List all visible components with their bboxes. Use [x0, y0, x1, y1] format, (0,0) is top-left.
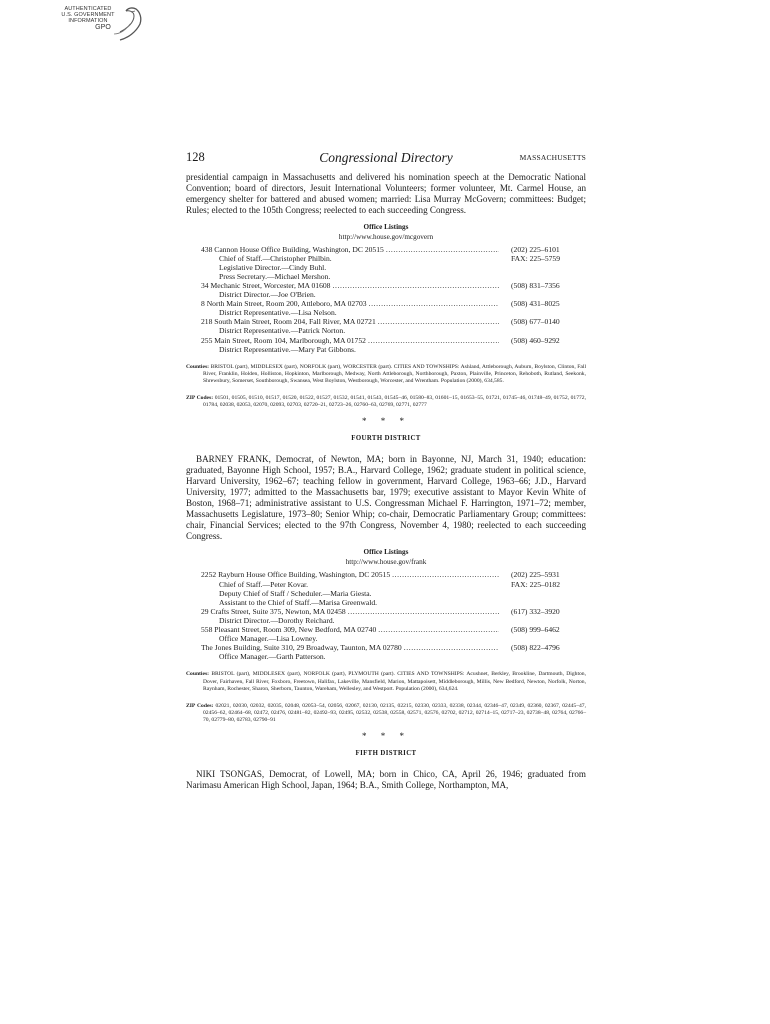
counties-text: BRISTOL (part), MIDDLESEX (part), NORFOLK (part), WORCESTER (part). CITIES AND TOWNSHIPS: Ashland, Attleborough, Auburn, Boylston, Clinton, Fall River, Franklin, Holden, Holliston, Hopkinton, Marlborough, Medway, North Attleborough, Northborough, Paxton, Plainville, Princeton, Rehoboth, Rutland, Seekonk, Shrewsbury, Somerset, Southborough, Swansea, West Boylston, Westborough, Worcester, and Wrentham. Population (2000), 634,585. [203, 363, 587, 384]
staff-line: Office Manager.—Garth Patterson. [219, 652, 326, 662]
zip-codes-paragraph [186, 703, 586, 724]
counties-paragraph [186, 364, 586, 385]
office-phone: (508) 822–4796 [511, 643, 560, 653]
office-list [186, 245, 586, 354]
office-phone: (508) 460–9292 [511, 335, 560, 345]
office-entry [186, 299, 586, 317]
office-entry [186, 625, 586, 643]
staff-line: Assistant to the Chief of Staff.—Marisa Greenwald. [219, 597, 378, 607]
office-phone: (202) 225–5931 [511, 570, 560, 580]
staff-line: Office Manager.—Lisa Lowney. [219, 634, 318, 644]
office-address: 2252 Rayburn House Office Building, Washington, DC 20515 [201, 570, 391, 580]
district-heading: FIFTH DISTRICT [355, 749, 417, 757]
office-listings-url[interactable]: http://www.house.gov/frank [345, 558, 427, 567]
office-entry [186, 245, 586, 281]
page-number: 128 [186, 150, 205, 164]
seal-gpo: GPO [95, 24, 111, 31]
state-heading: MASSACHUSETTS [519, 153, 586, 162]
office-listings-title: Office Listings [363, 548, 409, 557]
staff-line: Deputy Chief of Staff / Scheduler.—Maria Giesta. [219, 588, 372, 598]
office-fax: FAX: 225–0182 [511, 579, 561, 589]
office-listings-title: Office Listings [363, 222, 409, 231]
counties-paragraph [186, 671, 586, 692]
staff-line: Chief of Staff.—Peter Kovar. [219, 579, 309, 589]
counties-label: Counties: [186, 363, 209, 370]
zip-codes-label: ZIP Codes: [186, 702, 214, 709]
office-address: 218 South Main Street, Room 204, Fall River, MA 02721 [201, 317, 376, 327]
staff-line: District Representative.—Mary Pat Gibbons. [219, 344, 356, 354]
office-entry [186, 336, 586, 354]
member-biography: NIKI TSONGAS, Democrat, of Lowell, MA; born in Chico, CA, April 26, 1946; graduated from Narimasu American High School, Japan, 1964; B.A., Smith College, Northampton, MA, [186, 768, 586, 790]
counties-text: BRISTOL (part), MIDDLESEX (part), NORFOLK (part), PLYMOUTH (part). CITIES AND TOWNSHIPS: Acushnet, Berkley, Brookline, Dartmouth, Dighton, Dover, Fairhaven, Fall River, Foxboro, Freetown, Halifax, Lakeville, Mansfield, Marion, Mattapoisett, Middleborough, Millis, New Bedford, Newton, Norfolk, Norton, Raynham, Rochester, Sharon, Sherborn, Taunton, Wareham, Wellesley, and Westport. Population (2000), 634,624. [203, 671, 586, 692]
office-address: 558 Pleasant Street, Room 309, New Bedford, MA 02740 [201, 625, 377, 635]
biography-continued: presidential campaign in Massachusetts and delivered his nomination speech at the Democratic National Convention; board of directors, Jesuit International Volunteers; former volunteer, Mt. Carmel House, an emergency shelter for battered and abused women; married: Lisa Murray McGovern; committees: Budget; Rules; elected to the 105th Congress; reelected to each succeeding Congress. [186, 172, 586, 215]
office-phone: (508) 431–8025 [511, 299, 560, 309]
office-entry [186, 281, 586, 299]
seal-line-1: AUTHENTICATED [64, 6, 112, 12]
office-phone: (617) 332–3920 [511, 606, 560, 616]
section-separator: * * * [362, 416, 410, 427]
zip-codes-paragraph [186, 395, 586, 409]
staff-line: Legislative Director.—Cindy Buhl. [219, 262, 327, 272]
office-entry [186, 570, 586, 606]
section-separator: * * * [362, 730, 410, 741]
staff-line: Chief of Staff.—Christopher Philbin. [219, 253, 332, 263]
office-list [186, 570, 586, 661]
office-address: The Jones Building, Suite 310, 29 Broadway, Taunton, MA 02780 [201, 643, 402, 653]
zip-codes-text: 02021, 02030, 02032, 02035, 02048, 02053–54, 02056, 02067, 02130, 02135, 02215, 02330, 02333, 02338, 02344, 02346–47, 02349, 02360, 02367, 02445–47, 02456–62, 02464–68, 02472, 02476, 02481–82, 02492–93, 02495, 02532, 02538, 02558, 02571, 02576, 02702, 02712, 02714–15, 02717–23, 02738–48, 02764, 02766–70, 02779–80, 02783, 02790–91 [203, 702, 586, 723]
office-address: 8 North Main Street, Room 200, Attleboro, MA 02703 [201, 299, 367, 309]
office-address: 438 Cannon House Office Building, Washington, DC 20515 [201, 244, 384, 254]
office-entry [186, 317, 586, 335]
office-fax: FAX: 225–5759 [511, 253, 561, 263]
staff-line: District Director.—Dorothy Reichard. [219, 615, 335, 625]
zip-codes-label: ZIP Codes: [186, 395, 214, 402]
member-biography: BARNEY FRANK, Democrat, of Newton, MA; born in Bayonne, NJ, March 31, 1940; education: graduated, Bayonne High School, 1957; B.A., Harvard College, 1962; graduate student in political science, Harvard University, 1962–67; teaching fellow in government, Harvard College, 1963–66; J.D., Harvard University, 1977; admitted to the Massachusetts bar, 1979; executive assistant to Mayor Kevin White of Boston, 1968–71; administrative assistant to U.S. Congressman Michael F. Harrington, 1971–72; member, Massachusetts Legislature, 1973–80; Senior Whip; co-chair, Democratic Parliamentary Group; committees: chair, Financial Services; elected to the 97th Congress, November 4, 1980; reelected to each succeeding Congress. [186, 454, 586, 541]
office-phone: (202) 225–6101 [511, 244, 560, 254]
office-entry [186, 607, 586, 625]
seal-line-2: U.S. GOVERNMENT [61, 12, 115, 18]
office-phone: (508) 999–6462 [511, 625, 560, 635]
gpo-authentication-seal [58, 4, 150, 50]
office-address: 29 Crafts Street, Suite 375, Newton, MA 02458 [201, 606, 346, 616]
office-address: 34 Mechanic Street, Worcester, MA 01608 [201, 281, 331, 290]
office-entry [186, 643, 586, 661]
seal-line-3: INFORMATION [68, 18, 108, 24]
staff-line: District Director.—Joe O'Brien. [219, 290, 316, 300]
office-listings-url[interactable]: http://www.house.gov/mcgovern [338, 232, 434, 241]
staff-line: Press Secretary.—Michael Mershon. [219, 271, 331, 281]
directory-page [186, 150, 586, 791]
office-address: 255 Main Street, Room 104, Marlborough, MA 01752 [201, 335, 366, 345]
office-phone: (508) 677–0140 [511, 317, 560, 327]
staff-line: District Representative.—Lisa Nelson. [219, 308, 337, 318]
running-head [186, 150, 586, 172]
district-heading: FOURTH DISTRICT [351, 435, 421, 443]
office-phone: (508) 831–7356 [511, 281, 560, 290]
publication-title: Congressional Directory [319, 150, 453, 165]
counties-label: Counties: [186, 671, 209, 678]
staff-line: District Representative.—Patrick Norton. [219, 326, 346, 336]
zip-codes-text: 01501, 01505, 01510, 01517, 01520, 01522, 01527, 01532, 01541, 01543, 01545–46, 01580–83, 01601–15, 01653–55, 01721, 01745–46, 01748–49, 01752, 01772, 01784, 02038, 02053, 02070, 02093, 02703, 02720–21, 02723–26, 02760–63, 02769, 02771, 02777 [203, 395, 586, 409]
